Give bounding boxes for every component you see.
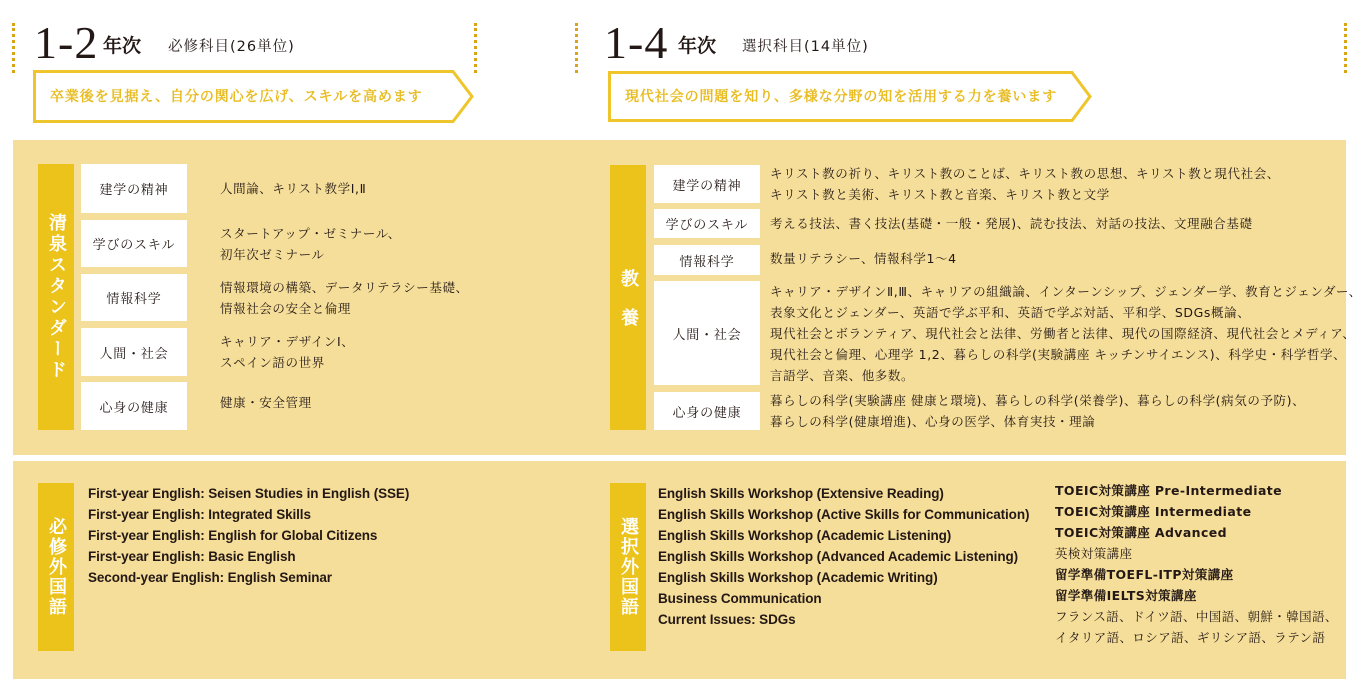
course-item: TOEIC対策講座 Advanced (1055, 525, 1228, 540)
course-line: 暮らしの科学(実験講座 健康と環境)、暮らしの科学(栄養学)、暮らしの科学(病気の予防)、 (770, 393, 1306, 408)
course-item: First-year English: Basic English (88, 549, 296, 564)
course-line: スタートアップ・ゼミナール、 (220, 225, 401, 241)
banner-right-text: 現代社会の問題を知り、多様な分野の知を活用する力を養います (625, 89, 1058, 105)
course-list (770, 163, 1280, 205)
category-box: 建学の精神 (81, 164, 187, 213)
course-list (220, 277, 469, 319)
seisen-standard-label-text: 清泉スタンダード (46, 213, 67, 381)
course-line: 健康・安全管理 (220, 394, 312, 410)
course-list (770, 248, 957, 269)
category-box: 情報科学 (654, 245, 760, 275)
liberal-arts-label (610, 165, 646, 430)
year-range-1-4: 1-4 (604, 17, 669, 68)
arrow-banner-frame-icon (0, 0, 1100, 130)
liberal-arts-label-text: 教養 (618, 269, 639, 347)
seisen-standard-label (38, 164, 74, 430)
elective-languages-label-text: 選択外国語 (618, 517, 639, 617)
course-item: 留学準備IELTS対策講座 (1055, 588, 1197, 603)
course-line: キリスト教の祈り、キリスト教のことば、キリスト教の思想、キリスト教と現代社会、 (770, 166, 1280, 181)
year-range-1-2: 1-2 (34, 17, 99, 68)
banner-left-text: 卒業後を見据え、自分の関心を広げ、スキルを高めます (50, 89, 423, 105)
standard-row (81, 274, 469, 321)
elective-english-course-list (658, 483, 1029, 630)
course-item: English Skills Workshop (Active Skills for Communication) (658, 507, 1030, 522)
category-box: 学びのスキル (81, 220, 187, 267)
year-suffix: 年次 (678, 35, 717, 57)
required-languages-label-text: 必修外国語 (46, 517, 67, 617)
liberal-arts-row (654, 281, 1362, 385)
course-item: English Skills Workshop (Academic Listening) (658, 528, 952, 543)
category-box: 学びのスキル (654, 209, 760, 238)
course-item: 留学準備TOEFL-ITP対策講座 (1055, 567, 1234, 582)
course-item: First-year English: English for Global Citizens (88, 528, 378, 543)
course-list (770, 213, 1253, 234)
course-line: 人間論、キリスト教学Ⅰ,Ⅱ (220, 181, 367, 196)
category-box: 心身の健康 (654, 392, 760, 430)
course-line: 情報環境の構築、データリテラシー基礎、 (220, 279, 469, 295)
course-item: English Skills Workshop (Extensive Reading) (658, 486, 944, 501)
course-item: イタリア語、ロシア語、ギリシア語、ラテン語 (1055, 630, 1326, 645)
elective-exam-course-list (1055, 480, 1338, 648)
category-box: 心身の健康 (81, 382, 187, 430)
course-line: 初年次ゼミナール (220, 246, 325, 262)
year-suffix: 年次 (103, 35, 142, 57)
course-line: 情報社会の安全と倫理 (220, 300, 352, 316)
course-item: 英検対策講座 (1055, 546, 1133, 561)
standard-row (81, 220, 401, 267)
standard-row (81, 382, 312, 430)
course-line: 暮らしの科学(健康増進)、心身の医学、体育実技・理論 (770, 414, 1096, 429)
required-credits-subtitle: 必修科目(26単位) (168, 39, 295, 55)
course-line: 考える技法、書く技法(基礎・一般・発展)、読む技法、対話の技法、文理融合基礎 (770, 216, 1253, 231)
banner-right (0, 0, 1100, 130)
liberal-arts-row (654, 245, 957, 275)
course-line: 言語学、音楽、他多数。 (770, 367, 915, 383)
course-list (770, 281, 1362, 386)
course-item: TOEIC対策講座 Intermediate (1055, 504, 1252, 519)
course-line: 現代社会とボランティア、現代社会と法律、労働者と法律、現代の国際経済、現代社会とメディア、 (770, 325, 1356, 341)
course-item: Business Communication (658, 591, 822, 606)
course-item: English Skills Workshop (Academic Writing) (658, 570, 938, 585)
category-box: 建学の精神 (654, 165, 760, 203)
required-language-course-list (88, 483, 409, 588)
standard-row (81, 164, 366, 213)
category-box: 情報科学 (81, 274, 187, 321)
course-line: 現代社会と倫理、心理学 1,2、暮らしの科学(実験講座 キッチンサイエンス)、科学史・科学哲学、 (770, 346, 1347, 362)
course-line: キャリア・デザインⅠ、 (220, 334, 355, 349)
course-item: TOEIC対策講座 Pre-Intermediate (1055, 483, 1283, 498)
course-list (220, 392, 312, 413)
liberal-arts-row (654, 165, 1280, 203)
course-line: 表象文化とジェンダー、英語で学ぶ平和、英語で学ぶ対話、平和学、SDGs概論、 (770, 304, 1251, 320)
liberal-arts-row (654, 392, 1305, 430)
course-item: First-year English: Integrated Skills (88, 507, 311, 522)
course-list (220, 178, 366, 199)
course-item: First-year English: Seisen Studies in English (SSE) (88, 486, 410, 501)
course-list (770, 390, 1305, 432)
liberal-arts-row (654, 209, 1253, 238)
standard-row (81, 328, 354, 376)
category-box: 人間・社会 (654, 281, 760, 385)
course-item: フランス語、ドイツ語、中国語、朝鮮・韓国語、 (1055, 609, 1338, 624)
course-list (220, 331, 354, 373)
course-list (220, 223, 401, 265)
elective-credits-subtitle: 選択科目(14単位) (742, 39, 869, 55)
course-item: Second-year English: English Seminar (88, 570, 332, 585)
required-languages-label (38, 483, 74, 651)
course-line: キャリア・デザインⅡ,Ⅲ、キャリアの組織論、インターンシップ、ジェンダー学、教育とジェンダー、 (770, 283, 1362, 299)
course-item: English Skills Workshop (Advanced Academic Listening) (658, 549, 1019, 564)
category-box: 人間・社会 (81, 328, 187, 376)
course-line: スペイン語の世界 (220, 355, 325, 370)
course-item: Current Issues: SDGs (658, 612, 796, 627)
dotted-rule-right-end (1344, 23, 1347, 73)
course-line: 数量リテラシー、情報科学1〜4 (770, 250, 957, 266)
elective-languages-label (610, 483, 646, 651)
course-line: キリスト教と美術、キリスト教と音楽、キリスト教と文学 (770, 187, 1110, 202)
